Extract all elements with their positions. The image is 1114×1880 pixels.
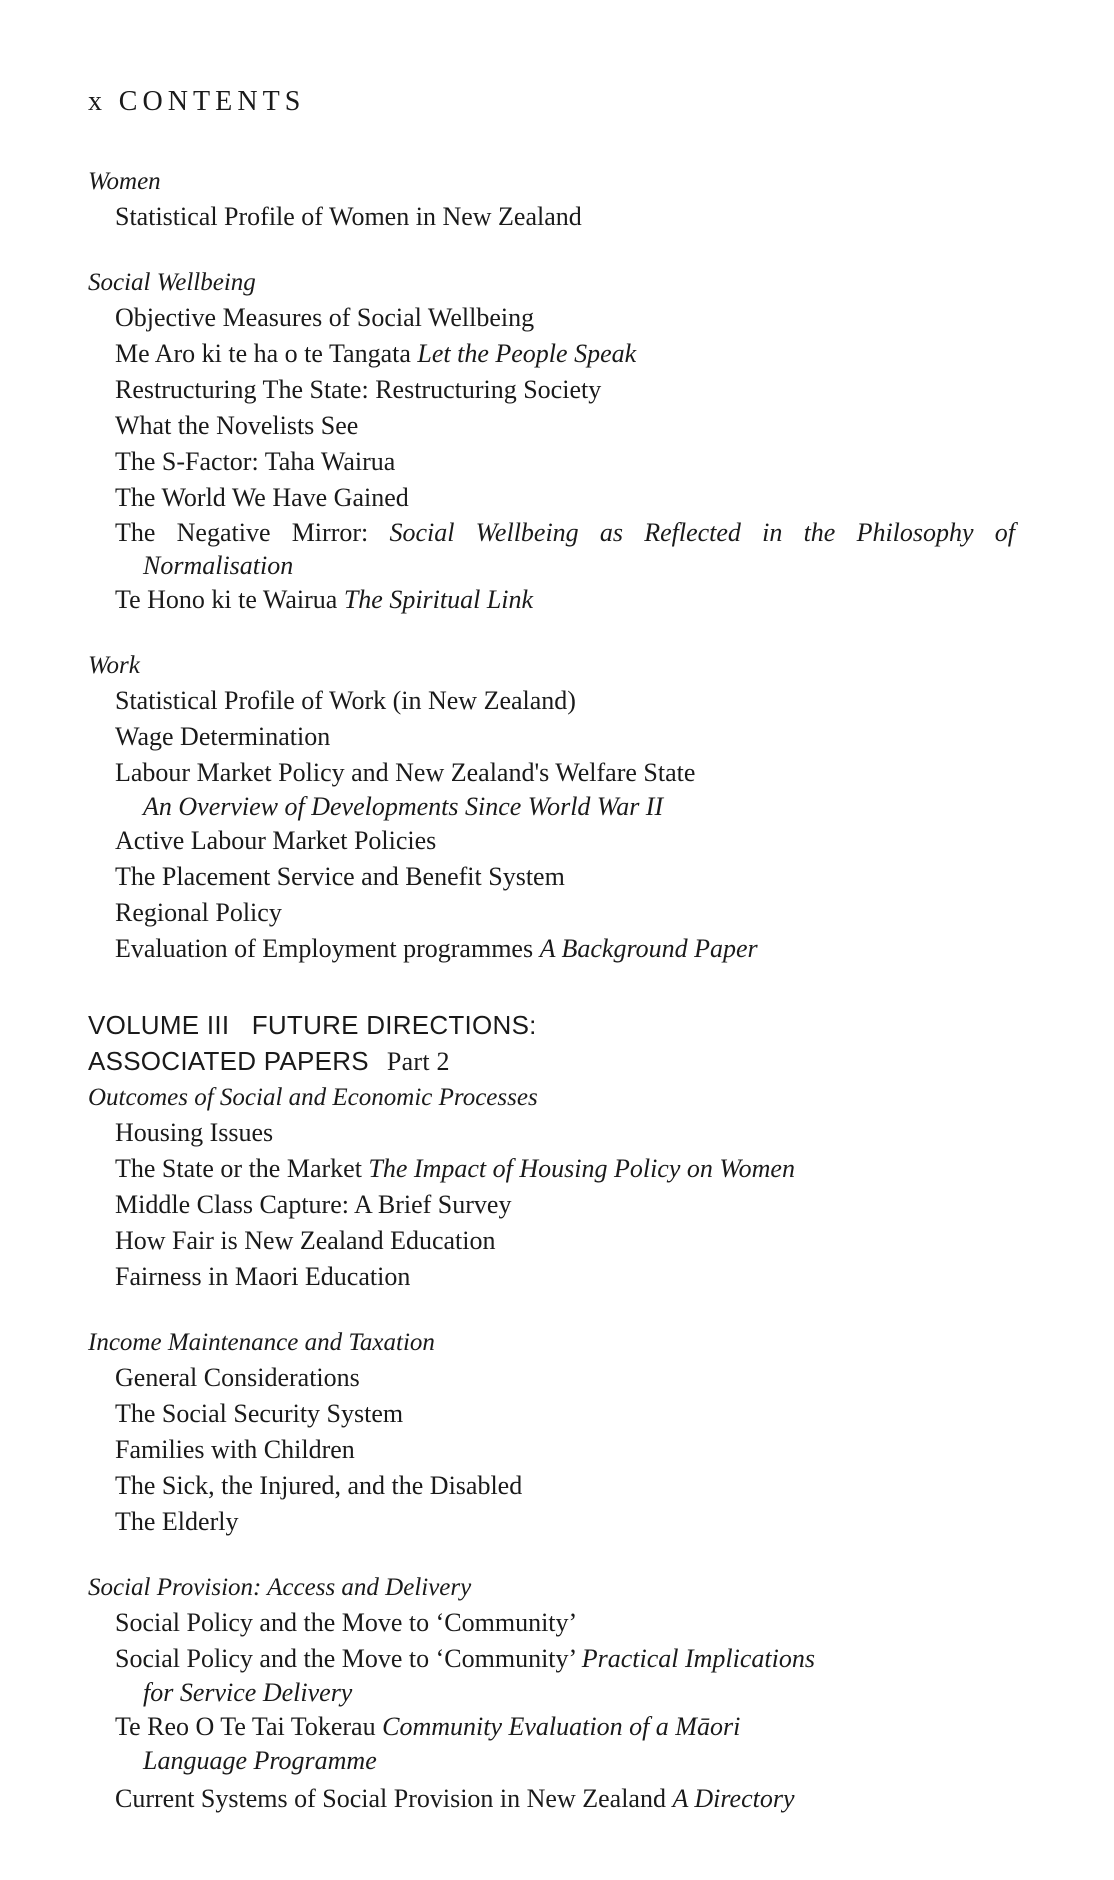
section-provision (88, 1570, 1028, 1817)
toc-entry: The Placement Service and Benefit System (115, 862, 565, 891)
toc-entry: The Elderly (115, 1507, 239, 1536)
section-title: Social Provision: Access and Delivery (88, 1574, 472, 1601)
toc-entry: The Negative Mirror: Social Wellbeing as Reflected in the Philosophy of (115, 518, 1015, 547)
toc-entry: How Fair is New Zealand Education (115, 1226, 496, 1255)
toc-entry: Restructuring The State: Restructuring Society (115, 375, 602, 404)
section-work (88, 648, 1028, 967)
toc-entry: The Social Security System (115, 1399, 404, 1428)
volume-subtitle: ASSOCIATED PAPERS Part 2 (88, 1046, 450, 1076)
toc-entry: Families with Children (115, 1435, 355, 1464)
running-head (88, 82, 1028, 122)
section-title: Income Maintenance and Taxation (88, 1329, 435, 1356)
toc-entry-continuation: Normalisation (143, 551, 294, 580)
toc-entry: Current Systems of Social Provision in New Zealand A Directory (115, 1784, 795, 1813)
toc-entry: Social Policy and the Move to ‘Community’ (115, 1608, 578, 1637)
toc-entry: Active Labour Market Policies (115, 826, 437, 855)
toc-entry: Social Policy and the Move to ‘Community’ Practical Implications for Service Delivery (115, 1644, 815, 1707)
toc-entry: Statistical Profile of Work (in New Zealand) (115, 686, 576, 715)
toc-entry: Housing Issues (115, 1118, 274, 1147)
section-title: Women (88, 168, 161, 195)
toc-entry: Labour Market Policy and New Zealand's Welfare State An Overview of Developments Since World War II (115, 758, 696, 821)
toc-entry: The State or the Market The Impact of Housing Policy on Women (115, 1154, 795, 1183)
toc-entry: Evaluation of Employment programmes A Background Paper (115, 934, 758, 963)
toc-entry: What the Novelists See (115, 411, 359, 440)
section-social-wellbeing (88, 265, 1028, 618)
toc-entry: Fairness in Maori Education (115, 1262, 411, 1291)
section-income (88, 1325, 1028, 1540)
volume-heading (88, 1007, 1028, 1080)
contents-page (88, 82, 1028, 1817)
toc-entry: Statistical Profile of Women in New Zealand (115, 202, 582, 231)
page-number: x (88, 86, 104, 117)
toc-entry: Me Aro ki te ha o te Tangata Let the People Speak (115, 339, 637, 368)
toc-entry: Regional Policy (115, 898, 282, 927)
toc-entry: The Sick, the Injured, and the Disabled (115, 1471, 523, 1500)
section-title: Work (88, 652, 140, 679)
volume-part: Part 2 (386, 1047, 450, 1076)
toc-entry: Objective Measures of Social Wellbeing (115, 303, 535, 332)
volume-title: VOLUME III FUTURE DIRECTIONS: (88, 1010, 537, 1040)
toc-entry: The S-Factor: Taha Wairua (115, 447, 396, 476)
toc-entry: General Considerations (115, 1363, 360, 1392)
section-outcomes (88, 1080, 1028, 1295)
toc-entry: Wage Determination (115, 722, 331, 751)
section-title: Social Wellbeing (88, 269, 256, 296)
toc-entry: Te Hono ki te Wairua The Spiritual Link (115, 585, 534, 614)
section-women (88, 164, 1028, 235)
section-title: Outcomes of Social and Economic Processes (88, 1084, 538, 1111)
page-title: CONTENTS (118, 86, 306, 117)
toc-entry: The World We Have Gained (115, 483, 409, 512)
toc-entry: Middle Class Capture: A Brief Survey (115, 1190, 512, 1219)
toc-entry: Te Reo O Te Tai Tokerau Community Evaluation of a Māori Language Programme (115, 1712, 741, 1775)
